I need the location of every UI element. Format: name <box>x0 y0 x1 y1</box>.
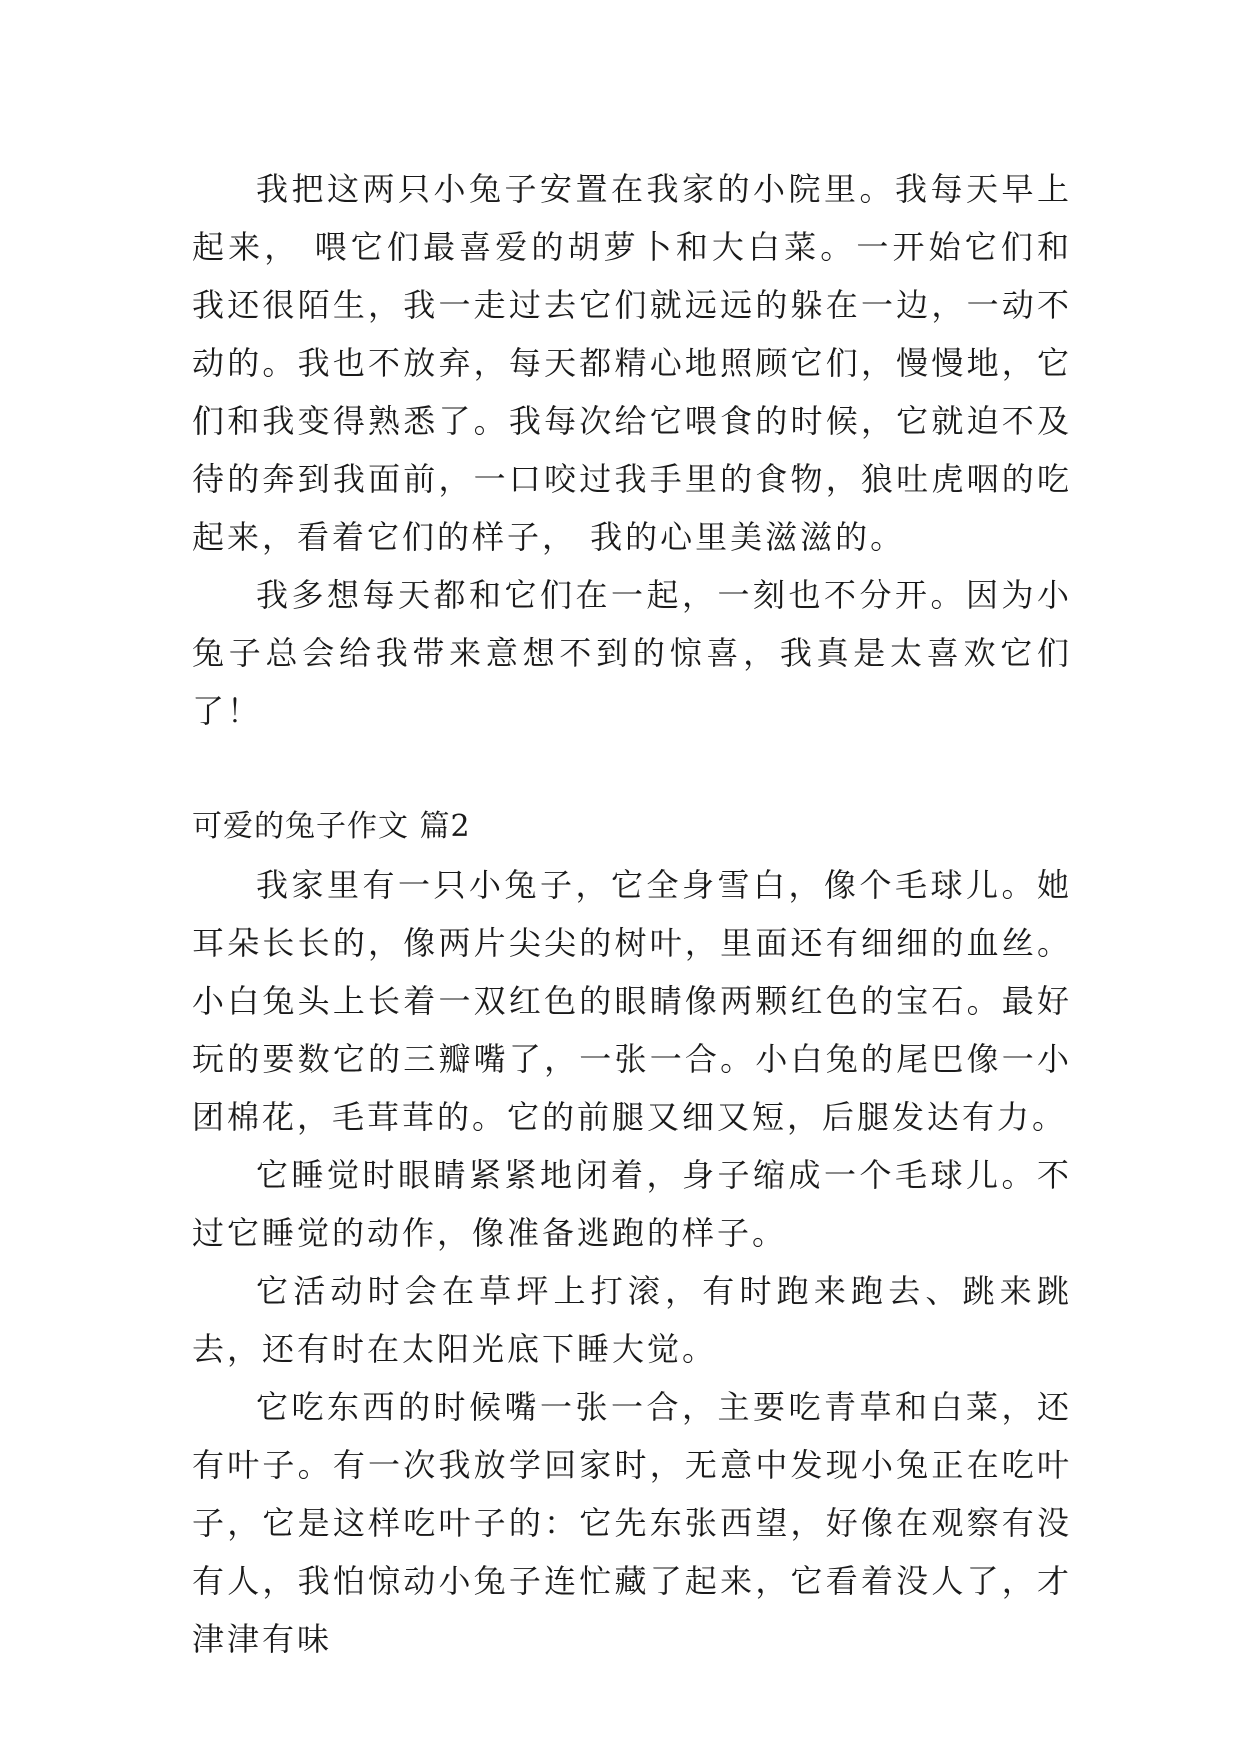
paragraph-activity: 它活动时会在草坪上打滚，有时跑来跑去、跳来跳去，还有时在太阳光底下睡大觉。 <box>192 1272 1072 1368</box>
paragraph-feeding: 我把这两只小兔子安置在我家的小院里。我每天早上起来， 喂它们最喜爱的胡萝卜和大白菜。一开始它们和我还很陌生，我一走过去它们就远远的躲在一边，一动不动的。我也不放弃，每天都精心地照顾它们，慢慢地，它们和我变得熟悉了。我每次给它喂食的时候，它就迫不及待的奔到我面前，一口咬过我手里的食物，狼吐虎咽的吃起来，看着它们的样子， 我的心里美滋滋的。 <box>192 170 1072 556</box>
section-heading: 可爱的兔子作文 篇2 <box>192 809 471 844</box>
document-body <box>192 160 1072 1668</box>
paragraph-wish: 我多想每天都和它们在一起，一刻也不分开。因为小兔子总会给我带来意想不到的惊喜，我真是太喜欢它们了！ <box>192 576 1072 730</box>
paragraph-appearance: 我家里有一只小兔子，它全身雪白，像个毛球儿。她耳朵长长的，像两片尖尖的树叶，里面还有细细的血丝。小白兔头上长着一双红色的眼睛像两颗红色的宝石。最好玩的要数它的三瓣嘴了，一张一合。小白兔的尾巴像一小团棉花，毛茸茸的。它的前腿又细又短，后腿发达有力。 <box>192 866 1072 1136</box>
paragraph-sleeping: 它睡觉时眼睛紧紧地闭着，身子缩成一个毛球儿。不过它睡觉的动作，像准备逃跑的样子。 <box>192 1156 1072 1252</box>
paragraph-eating: 它吃东西的时候嘴一张一合，主要吃青草和白菜，还有叶子。有一次我放学回家时，无意中发现小兔正在吃叶子，它是这样吃叶子的：它先东张西望，好像在观察有没有人，我怕惊动小兔子连忙藏了起来，它看着没人了，才津津有味 <box>192 1388 1072 1658</box>
